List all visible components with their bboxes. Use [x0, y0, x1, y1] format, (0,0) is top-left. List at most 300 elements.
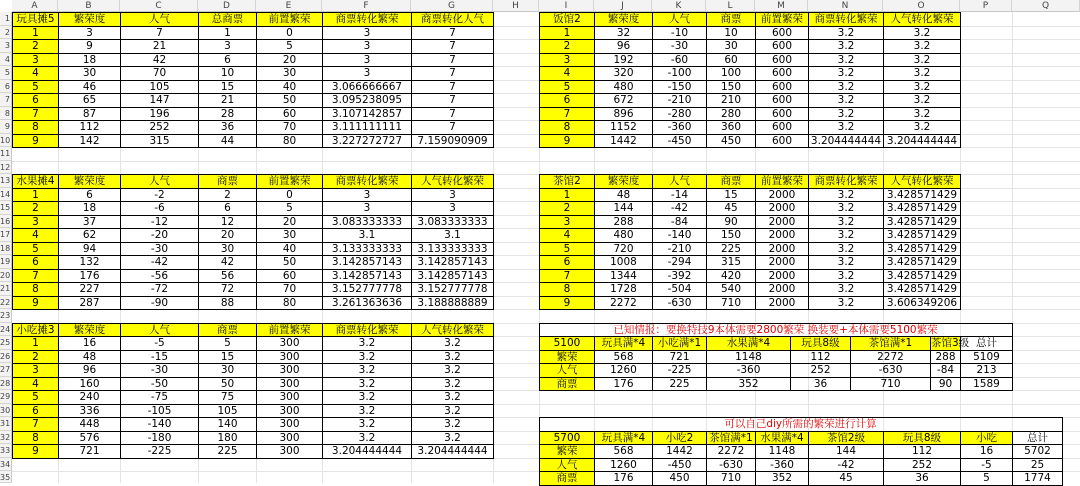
toy-cell[interactable]: 8	[12, 120, 59, 135]
fruit-cell[interactable]: 3	[322, 201, 412, 216]
column-header-m[interactable]: M	[755, 0, 808, 12]
teahouse-cell[interactable]: -630	[652, 296, 707, 311]
column-header-n[interactable]: N	[808, 0, 883, 12]
teahouse-cell[interactable]: 2000	[755, 255, 809, 270]
toy-cell[interactable]: 3.227272727	[322, 134, 412, 149]
restaurant-cell[interactable]: 600	[755, 53, 809, 68]
restaurant-cell[interactable]: -360	[652, 120, 707, 135]
fruit-cell[interactable]: 2	[198, 188, 257, 203]
calc5100-header-cell[interactable]: 总计	[960, 336, 1013, 351]
calc5700-header-cell[interactable]: 小吃2	[652, 431, 707, 446]
toy-cell[interactable]: 7	[411, 53, 494, 68]
fruit-cell[interactable]: 3.142857143	[322, 269, 412, 284]
fruit-cell[interactable]: 3.188888889	[411, 296, 494, 311]
fruit-cell[interactable]: 0	[256, 188, 323, 203]
toy-cell[interactable]: 3	[322, 39, 412, 54]
fruit-cell[interactable]: 12	[198, 215, 257, 230]
teahouse-cell[interactable]: 480	[594, 228, 653, 243]
teahouse-cell[interactable]: -294	[652, 255, 707, 270]
fruit-cell[interactable]: 94	[58, 242, 121, 257]
toy-cell[interactable]: 70	[120, 66, 199, 81]
fruit-header-cell[interactable]: 人气转化繁荣	[411, 174, 494, 189]
restaurant-cell[interactable]: -450	[652, 134, 707, 149]
restaurant-cell[interactable]: 600	[755, 134, 809, 149]
teahouse-cell[interactable]: 90	[706, 215, 756, 230]
row-header-14[interactable]: 14	[0, 188, 12, 202]
toy-cell[interactable]: 40	[256, 80, 323, 95]
snack-cell[interactable]: 4	[12, 377, 59, 392]
toy-cell[interactable]: 142	[58, 134, 121, 149]
restaurant-cell[interactable]: 30	[706, 39, 756, 54]
calc5100-cell[interactable]: 252	[790, 363, 851, 378]
toy-header-cell[interactable]: 总商票	[198, 12, 257, 27]
column-header-b[interactable]: B	[58, 0, 120, 12]
restaurant-cell[interactable]: 600	[755, 107, 809, 122]
teahouse-cell[interactable]: 288	[594, 215, 653, 230]
teahouse-cell[interactable]: 2000	[755, 215, 809, 230]
restaurant-cell[interactable]: 600	[755, 26, 809, 41]
fruit-cell[interactable]: 3.142857143	[411, 255, 494, 270]
snack-cell[interactable]: 3.2	[411, 336, 494, 351]
snack-cell[interactable]: 3.204444444	[322, 444, 412, 459]
toy-cell[interactable]: 3	[198, 39, 257, 54]
snack-cell[interactable]: -140	[120, 417, 199, 432]
snack-header-cell[interactable]: 人气	[120, 323, 199, 338]
teahouse-cell[interactable]: 710	[706, 296, 756, 311]
calc5700-cell[interactable]: -42	[808, 458, 884, 473]
calc5700-cell[interactable]: 45	[808, 471, 884, 486]
calc5700-cell[interactable]: -630	[706, 458, 756, 473]
snack-cell[interactable]: -75	[120, 390, 199, 405]
toy-cell[interactable]: 5	[256, 39, 323, 54]
teahouse-cell[interactable]: -504	[652, 282, 707, 297]
restaurant-cell[interactable]: 600	[755, 39, 809, 54]
calc5100-header-cell[interactable]: 茶馆满*1	[850, 336, 931, 351]
fruit-cell[interactable]: -6	[120, 201, 199, 216]
toy-cell[interactable]: 105	[120, 80, 199, 95]
calc5700-cell[interactable]: 450	[652, 471, 707, 486]
toy-cell[interactable]: 18	[58, 53, 121, 68]
restaurant-header-cell[interactable]: 前置繁荣	[755, 12, 809, 27]
snack-cell[interactable]: 3.2	[411, 404, 494, 419]
fruit-cell[interactable]: 9	[12, 296, 59, 311]
toy-cell[interactable]: 6	[12, 93, 59, 108]
fruit-cell[interactable]: -72	[120, 282, 199, 297]
calc5100-cell[interactable]: 176	[594, 377, 653, 392]
toy-cell[interactable]: 21	[120, 39, 199, 54]
fruit-cell[interactable]: -12	[120, 215, 199, 230]
toy-cell[interactable]: 28	[198, 107, 257, 122]
toy-cell[interactable]: 7	[411, 80, 494, 95]
row-header-34[interactable]: 34	[0, 458, 12, 472]
restaurant-cell[interactable]: 3.2	[808, 26, 884, 41]
row-header-4[interactable]: 4	[0, 53, 12, 67]
calc5700-cell[interactable]: 710	[706, 471, 756, 486]
row-header-19[interactable]: 19	[0, 255, 12, 269]
fruit-cell[interactable]: 88	[198, 296, 257, 311]
fruit-cell[interactable]: 3.083333333	[411, 215, 494, 230]
restaurant-cell[interactable]: 3.2	[808, 107, 884, 122]
toy-cell[interactable]: 3	[58, 26, 121, 41]
teahouse-cell[interactable]: 7	[539, 269, 595, 284]
restaurant-cell[interactable]: 450	[706, 134, 756, 149]
toy-cell[interactable]: 44	[198, 134, 257, 149]
row-header-31[interactable]: 31	[0, 417, 12, 431]
fruit-cell[interactable]: 287	[58, 296, 121, 311]
teahouse-cell[interactable]: 420	[706, 269, 756, 284]
teahouse-cell[interactable]: 3.2	[808, 228, 884, 243]
snack-cell[interactable]: 300	[256, 350, 323, 365]
teahouse-cell[interactable]: 3.2	[808, 255, 884, 270]
snack-cell[interactable]: 16	[58, 336, 121, 351]
fruit-cell[interactable]: 30	[256, 228, 323, 243]
restaurant-cell[interactable]: -210	[652, 93, 707, 108]
restaurant-cell[interactable]: 1442	[594, 134, 653, 149]
calc5700-cell[interactable]: 5702	[1012, 444, 1063, 459]
restaurant-cell[interactable]: 2	[539, 39, 595, 54]
restaurant-cell[interactable]: 600	[755, 80, 809, 95]
toy-cell[interactable]: 3.107142857	[322, 107, 412, 122]
teahouse-cell[interactable]: 3.428571429	[883, 188, 961, 203]
teahouse-cell[interactable]: 3.2	[808, 296, 884, 311]
snack-cell[interactable]: 180	[198, 431, 257, 446]
row-header-15[interactable]: 15	[0, 201, 12, 215]
calc5700-cell[interactable]: 1148	[755, 444, 809, 459]
snack-cell[interactable]: 336	[58, 404, 121, 419]
teahouse-header-cell[interactable]: 商票	[706, 174, 756, 189]
snack-cell[interactable]: 3.2	[322, 377, 412, 392]
toy-cell[interactable]: 2	[12, 39, 59, 54]
calc5700-cell[interactable]: 人气	[539, 458, 595, 473]
teahouse-cell[interactable]: 2000	[755, 269, 809, 284]
toy-cell[interactable]: 112	[58, 120, 121, 135]
snack-cell[interactable]: -225	[120, 444, 199, 459]
snack-cell[interactable]: 75	[198, 390, 257, 405]
restaurant-cell[interactable]: -30	[652, 39, 707, 54]
snack-cell[interactable]: 3.2	[411, 390, 494, 405]
restaurant-cell[interactable]: 32	[594, 26, 653, 41]
restaurant-cell[interactable]: 3.2	[883, 53, 961, 68]
calc5700-cell[interactable]: 1260	[594, 458, 653, 473]
snack-cell[interactable]: 5	[12, 390, 59, 405]
teahouse-cell[interactable]: 2000	[755, 228, 809, 243]
row-header-7[interactable]: 7	[0, 93, 12, 107]
teahouse-cell[interactable]: 1008	[594, 255, 653, 270]
restaurant-cell[interactable]: 3.2	[808, 66, 884, 81]
toy-cell[interactable]: 7	[120, 26, 199, 41]
calc5100-header-cell[interactable]: 水果满*4	[706, 336, 791, 351]
calc5700-cell[interactable]: 568	[594, 444, 653, 459]
calc5100-cell[interactable]: 721	[652, 350, 707, 365]
toy-cell[interactable]: 7	[411, 120, 494, 135]
calc5100-cell[interactable]: 5109	[960, 350, 1013, 365]
fruit-cell[interactable]: 40	[256, 242, 323, 257]
row-header-3[interactable]: 3	[0, 39, 12, 53]
row-header-1[interactable]: 1	[0, 12, 12, 26]
row-header-29[interactable]: 29	[0, 390, 12, 404]
snack-cell[interactable]: -50	[120, 377, 199, 392]
toy-cell[interactable]: 7	[12, 107, 59, 122]
calc5100-cell[interactable]: 人气	[539, 363, 595, 378]
calc5100-cell[interactable]: -225	[652, 363, 707, 378]
snack-cell[interactable]: 140	[198, 417, 257, 432]
teahouse-cell[interactable]: 2000	[755, 296, 809, 311]
row-header-25[interactable]: 25	[0, 336, 12, 350]
restaurant-cell[interactable]: -100	[652, 66, 707, 81]
teahouse-cell[interactable]: 720	[594, 242, 653, 257]
restaurant-cell[interactable]: 100	[706, 66, 756, 81]
teahouse-cell[interactable]: 2000	[755, 188, 809, 203]
fruit-cell[interactable]: 1	[12, 188, 59, 203]
column-header-a[interactable]: A	[12, 0, 58, 12]
teahouse-cell[interactable]: 225	[706, 242, 756, 257]
fruit-cell[interactable]: 3	[411, 201, 494, 216]
toy-cell[interactable]: 10	[198, 66, 257, 81]
column-header-i[interactable]: I	[539, 0, 594, 12]
fruit-cell[interactable]: 62	[58, 228, 121, 243]
restaurant-cell[interactable]: 600	[755, 120, 809, 135]
calc5700-cell[interactable]: 176	[594, 471, 653, 486]
teahouse-cell[interactable]: 3.2	[808, 215, 884, 230]
restaurant-cell[interactable]: 1	[539, 26, 595, 41]
teahouse-cell[interactable]: 4	[539, 228, 595, 243]
toy-cell[interactable]: 30	[256, 66, 323, 81]
toy-cell[interactable]: 1	[12, 26, 59, 41]
calc5100-cell[interactable]: 繁荣	[539, 350, 595, 365]
toy-cell[interactable]: 21	[198, 93, 257, 108]
fruit-cell[interactable]: 3.133333333	[322, 242, 412, 257]
calc5100-cell[interactable]: -84	[930, 363, 961, 378]
snack-cell[interactable]: 300	[256, 377, 323, 392]
teahouse-cell[interactable]: 2	[539, 201, 595, 216]
restaurant-cell[interactable]: 1152	[594, 120, 653, 135]
snack-cell[interactable]: 721	[58, 444, 121, 459]
snack-cell[interactable]: 2	[12, 350, 59, 365]
fruit-cell[interactable]: 3.142857143	[322, 255, 412, 270]
calc5700-cell[interactable]: 112	[883, 444, 961, 459]
restaurant-cell[interactable]: 3.2	[808, 39, 884, 54]
toy-cell[interactable]: 7.159090909	[411, 134, 494, 149]
restaurant-header-cell[interactable]: 饭馆2	[539, 12, 595, 27]
restaurant-cell[interactable]: 600	[755, 93, 809, 108]
teahouse-cell[interactable]: 3.2	[808, 188, 884, 203]
fruit-cell[interactable]: 3	[411, 188, 494, 203]
teahouse-cell[interactable]: -140	[652, 228, 707, 243]
fruit-cell[interactable]: -20	[120, 228, 199, 243]
fruit-cell[interactable]: -90	[120, 296, 199, 311]
snack-cell[interactable]: 8	[12, 431, 59, 446]
calc5700-cell[interactable]: 36	[883, 471, 961, 486]
fruit-cell[interactable]: 176	[58, 269, 121, 284]
calc5100-cell[interactable]: 36	[790, 377, 851, 392]
snack-cell[interactable]: 7	[12, 417, 59, 432]
calc5100-cell[interactable]: 90	[930, 377, 961, 392]
teahouse-cell[interactable]: 5	[539, 242, 595, 257]
restaurant-cell[interactable]: 600	[755, 66, 809, 81]
snack-cell[interactable]: -30	[120, 363, 199, 378]
teahouse-cell[interactable]: 3.428571429	[883, 242, 961, 257]
snack-cell[interactable]: 15	[198, 350, 257, 365]
teahouse-cell[interactable]: 9	[539, 296, 595, 311]
calc5700-cell[interactable]: 252	[883, 458, 961, 473]
fruit-cell[interactable]: 3.083333333	[322, 215, 412, 230]
snack-cell[interactable]: 300	[256, 390, 323, 405]
row-header-13[interactable]: 13	[0, 174, 12, 188]
restaurant-cell[interactable]: -280	[652, 107, 707, 122]
row-header-22[interactable]: 22	[0, 296, 12, 310]
restaurant-header-cell[interactable]: 人气	[652, 12, 707, 27]
teahouse-cell[interactable]: 150	[706, 228, 756, 243]
snack-cell[interactable]: 225	[198, 444, 257, 459]
teahouse-cell[interactable]: 48	[594, 188, 653, 203]
calc5700-header-cell[interactable]: 小吃	[960, 431, 1013, 446]
fruit-header-cell[interactable]: 水果摊4	[12, 174, 59, 189]
teahouse-cell[interactable]: 144	[594, 201, 653, 216]
snack-cell[interactable]: 300	[256, 417, 323, 432]
restaurant-cell[interactable]: 210	[706, 93, 756, 108]
snack-cell[interactable]: 300	[256, 431, 323, 446]
restaurant-cell[interactable]: 360	[706, 120, 756, 135]
toy-cell[interactable]: 9	[58, 39, 121, 54]
snack-header-cell[interactable]: 繁荣度	[58, 323, 121, 338]
toy-header-cell[interactable]: 人气	[120, 12, 199, 27]
calc5100-cell[interactable]: 2272	[850, 350, 931, 365]
calc5100-header-cell[interactable]: 小吃满*1	[652, 336, 707, 351]
restaurant-cell[interactable]: 3.2	[808, 120, 884, 135]
restaurant-cell[interactable]: 320	[594, 66, 653, 81]
calc5700-header-cell[interactable]: 茶馆2级	[808, 431, 884, 446]
restaurant-cell[interactable]: 7	[539, 107, 595, 122]
snack-cell[interactable]: 300	[256, 404, 323, 419]
teahouse-cell[interactable]: 3.428571429	[883, 215, 961, 230]
calc5700-cell[interactable]: -5	[960, 458, 1013, 473]
calc5700-cell[interactable]: 1442	[652, 444, 707, 459]
teahouse-cell[interactable]: 3.428571429	[883, 255, 961, 270]
calc5100-cell[interactable]: 112	[790, 350, 851, 365]
row-header-24[interactable]: 24	[0, 323, 12, 337]
snack-cell[interactable]: 3.204444444	[411, 444, 494, 459]
calc5700-cell[interactable]: 5	[960, 471, 1013, 486]
fruit-cell[interactable]: 2	[12, 201, 59, 216]
restaurant-cell[interactable]: 8	[539, 120, 595, 135]
toy-cell[interactable]: 87	[58, 107, 121, 122]
fruit-cell[interactable]: 3	[12, 215, 59, 230]
fruit-cell[interactable]: 18	[58, 201, 121, 216]
toy-cell[interactable]: 3.066666667	[322, 80, 412, 95]
toy-cell[interactable]: 147	[120, 93, 199, 108]
fruit-cell[interactable]: 6	[198, 201, 257, 216]
snack-cell[interactable]: 3.2	[411, 350, 494, 365]
toy-cell[interactable]: 50	[256, 93, 323, 108]
restaurant-cell[interactable]: 3.2	[883, 93, 961, 108]
calc5700-cell[interactable]: -450	[652, 458, 707, 473]
fruit-cell[interactable]: 60	[256, 269, 323, 284]
restaurant-header-cell[interactable]: 商票	[706, 12, 756, 27]
restaurant-cell[interactable]: 3.2	[883, 66, 961, 81]
snack-cell[interactable]: 3.2	[322, 336, 412, 351]
toy-header-cell[interactable]: 商票转化繁荣	[322, 12, 412, 27]
teahouse-cell[interactable]: 3.2	[808, 269, 884, 284]
row-header-20[interactable]: 20	[0, 269, 12, 283]
row-header-5[interactable]: 5	[0, 66, 12, 80]
restaurant-cell[interactable]: 6	[539, 93, 595, 108]
restaurant-cell[interactable]: -10	[652, 26, 707, 41]
fruit-cell[interactable]: 3.261363636	[322, 296, 412, 311]
toy-cell[interactable]: 20	[256, 53, 323, 68]
teahouse-header-cell[interactable]: 人气转化繁荣	[883, 174, 961, 189]
teahouse-cell[interactable]: 1728	[594, 282, 653, 297]
teahouse-cell[interactable]: 2000	[755, 242, 809, 257]
snack-header-cell[interactable]: 商票转化繁荣	[322, 323, 412, 338]
restaurant-cell[interactable]: 3.2	[808, 53, 884, 68]
calc5700-cell[interactable]: 2272	[706, 444, 756, 459]
restaurant-cell[interactable]: 672	[594, 93, 653, 108]
toy-cell[interactable]: 30	[58, 66, 121, 81]
snack-cell[interactable]: 576	[58, 431, 121, 446]
column-header-d[interactable]: D	[198, 0, 256, 12]
toy-cell[interactable]: 46	[58, 80, 121, 95]
snack-cell[interactable]: 3.2	[322, 363, 412, 378]
calc5100-cell[interactable]: 710	[850, 377, 931, 392]
column-header-p[interactable]: P	[960, 0, 1012, 12]
row-header-11[interactable]: 11	[0, 147, 12, 161]
calc5100-cell[interactable]: -360	[706, 363, 791, 378]
fruit-cell[interactable]: -30	[120, 242, 199, 257]
teahouse-cell[interactable]: -84	[652, 215, 707, 230]
snack-cell[interactable]: -5	[120, 336, 199, 351]
snack-cell[interactable]: 105	[198, 404, 257, 419]
fruit-cell[interactable]: 3.133333333	[411, 242, 494, 257]
snack-cell[interactable]: 300	[256, 444, 323, 459]
column-header-h[interactable]: H	[493, 0, 539, 12]
column-header-l[interactable]: L	[706, 0, 755, 12]
row-header-33[interactable]: 33	[0, 444, 12, 458]
snack-cell[interactable]: 3.2	[411, 363, 494, 378]
toy-cell[interactable]: 9	[12, 134, 59, 149]
calc5700-cell[interactable]: -360	[755, 458, 809, 473]
teahouse-cell[interactable]: 1	[539, 188, 595, 203]
teahouse-cell[interactable]: 1344	[594, 269, 653, 284]
snack-header-cell[interactable]: 小吃摊3	[12, 323, 59, 338]
fruit-cell[interactable]: 3.1	[411, 228, 494, 243]
row-header-8[interactable]: 8	[0, 107, 12, 121]
calc5700-cell[interactable]: 繁荣	[539, 444, 595, 459]
toy-header-cell[interactable]: 商票转化人气	[411, 12, 494, 27]
calc5100-cell[interactable]: 352	[706, 377, 791, 392]
teahouse-cell[interactable]: -42	[652, 201, 707, 216]
teahouse-cell[interactable]: 540	[706, 282, 756, 297]
snack-cell[interactable]: 3.2	[411, 417, 494, 432]
fruit-cell[interactable]: 20	[256, 215, 323, 230]
calc5100-header-cell[interactable]: 玩具8级	[790, 336, 851, 351]
toy-cell[interactable]: 4	[12, 66, 59, 81]
teahouse-header-cell[interactable]: 商票转化繁荣	[808, 174, 884, 189]
teahouse-header-cell[interactable]: 人气	[652, 174, 707, 189]
toy-cell[interactable]: 3.111111111	[322, 120, 412, 135]
calc5100-cell[interactable]: 1260	[594, 363, 653, 378]
restaurant-header-cell[interactable]: 繁荣度	[594, 12, 653, 27]
calc5100-cell[interactable]: 225	[652, 377, 707, 392]
toy-cell[interactable]: 315	[120, 134, 199, 149]
restaurant-cell[interactable]: 10	[706, 26, 756, 41]
snack-cell[interactable]: -105	[120, 404, 199, 419]
restaurant-cell[interactable]: 5	[539, 80, 595, 95]
column-header-g[interactable]: G	[411, 0, 493, 12]
row-header-23[interactable]: 23	[0, 309, 12, 323]
fruit-header-cell[interactable]: 前置繁荣	[256, 174, 323, 189]
snack-cell[interactable]: 30	[198, 363, 257, 378]
snack-header-cell[interactable]: 前置繁荣	[256, 323, 323, 338]
